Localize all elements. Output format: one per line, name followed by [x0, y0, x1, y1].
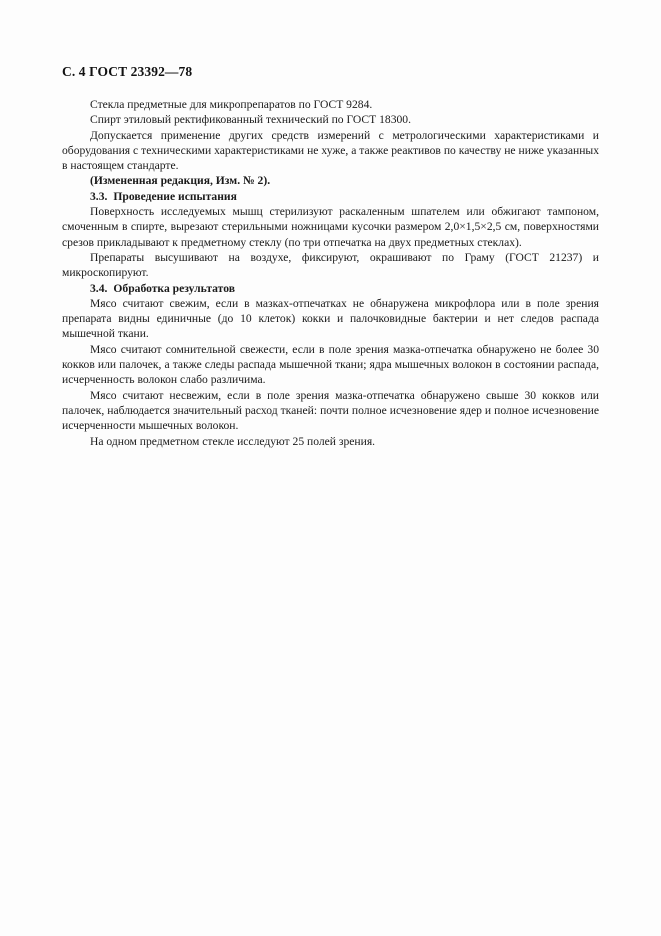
paragraph-revision-note: (Измененная редакция, Изм. № 2). — [90, 174, 271, 188]
page-header: С. 4 ГОСТ 23392—78 — [62, 64, 193, 79]
paragraph-fresh-meat: Мясо считают свежим, если в мазках-отпечатках не обнаружена микрофлора или в поле зрения препарата видны единичные (до 10 клеток) кокки и палочковидные бактерии и нет следов распада мышечной ткани. — [62, 296, 599, 341]
paragraph-glass-slides: Стекла предметные для микропрепаратов по ГОСТ 9284. — [90, 98, 373, 111]
paragraph-doubtful-meat: Мясо считают сомнительной свежести, если в поле зрения мазка-отпечатка обнаружено не более 30 кокков или палочек, а также следы распада мышечной ткани; ядра мышечных волокон в состоянии распада, исчерченность волокон слабо различима. — [62, 342, 599, 387]
section-title: Проведение испытания — [113, 189, 237, 203]
paragraph-fields-of-view: На одном предметном стекле исследуют 25 полей зрения. — [90, 434, 376, 448]
paragraph-test-procedure: Поверхность исследуемых мышц стерилизуют раскаленным шпателем или обжигают тампоном, смоченным в спирте, вырезают стерильными ножницами кусочки размером 2,0×1,5×2,5 см, поверхностями срезов прикладывают к предметному стеклу (по три отпечатка на двух предметных стеклах). — [62, 205, 599, 249]
section-heading-3-3 — [62, 189, 599, 204]
paragraph-ethyl-alcohol: Спирт этиловый ректификованный технический по ГОСТ 18300. — [90, 113, 412, 127]
paragraph-alternatives: Допускается применение других средств измерений с метрологическими характеристиками и оборудования с техническими характеристиками не хуже, а также реактивов по качеству не ниже указанных в настоящем стандарте. — [62, 128, 599, 173]
section-title: Обработка результатов — [113, 281, 235, 295]
document-body — [62, 97, 599, 449]
section-heading-3-4 — [62, 281, 599, 296]
section-number: 3.3. — [90, 189, 108, 203]
section-number: 3.4. — [90, 281, 108, 295]
paragraph-preparations: Препараты высушивают на воздухе, фиксируют, окрашивают по Граму (ГОСТ 21237) и микроскопируют. — [62, 250, 599, 280]
paragraph-stale-meat: Мясо считают несвежим, если в поле зрения мазка-отпечатка обнаружено свыше 30 кокков или палочек, наблюдается значительный расход тканей: почти полное исчезновение ядер и полное исчезновение исчерченности мышечных волокон. — [62, 388, 599, 433]
